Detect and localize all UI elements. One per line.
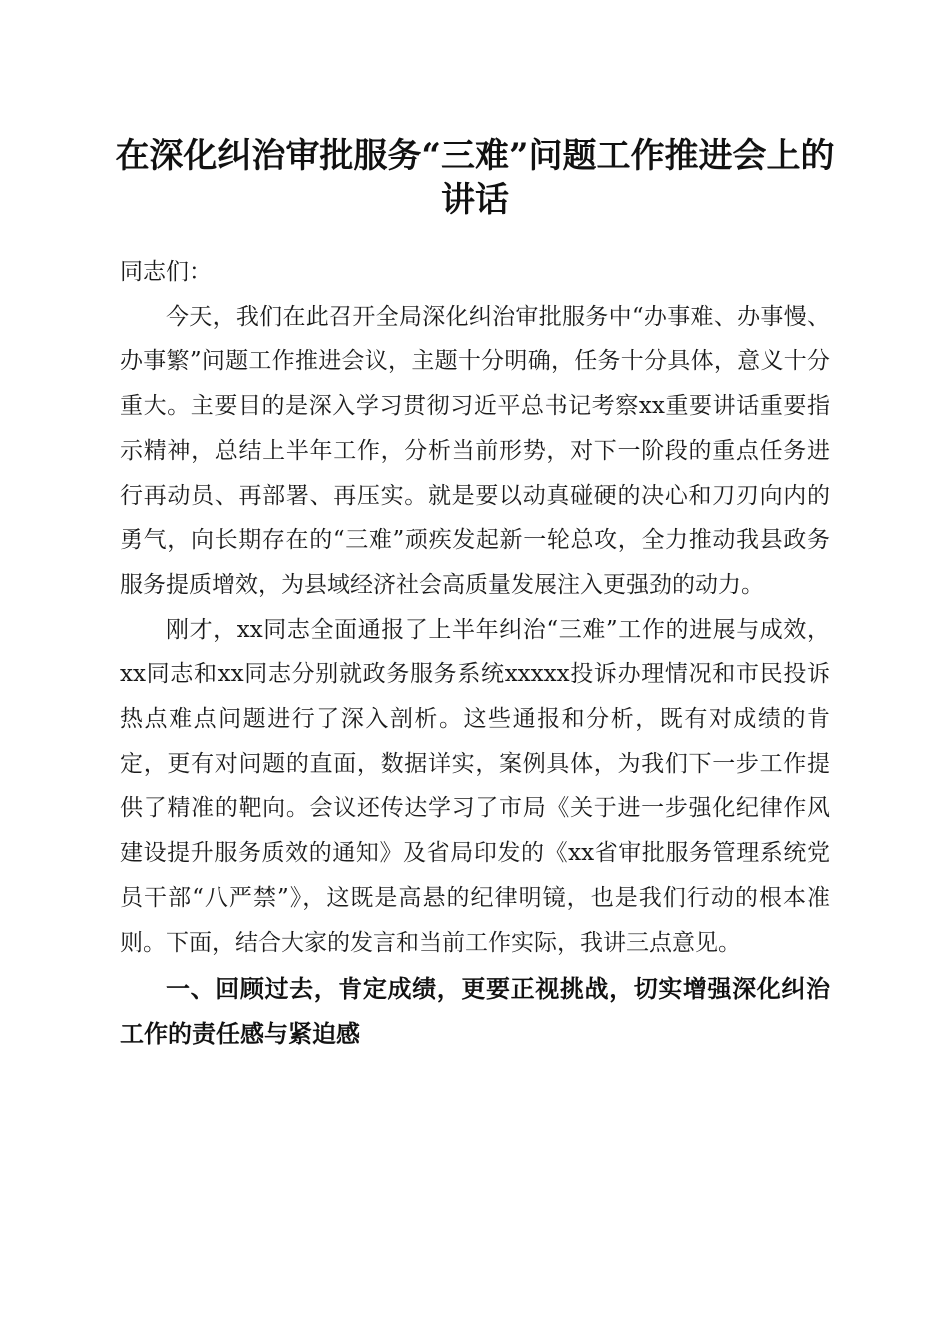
paragraph-1: 今天，我们在此召开全局深化纠治审批服务中“办事难、办事慢、办事繁”问题工作推进会议，主题十分明确，任务十分具体，意义十分重大。主要目的是深入学习贯彻习近平总书记考察xx重要讲话重要指示精神，总结上半年工作，分析当前形势，对下一阶段的重点任务进行再动员、再部署、再压实。就是要以动真碰硬的决心和刀刃向内的勇气，向长期存在的“三难”顽疾发起新一轮总攻，全力推动我县政务服务提质增效，为县域经济社会高质量发展注入更强劲的动力。 [120, 303, 830, 598]
section-heading-1: 一、回顾过去，肯定成绩，更要正视挑战，切实增强深化纠治工作的责任感与紧迫感 [120, 975, 830, 1048]
salutation: 同志们： [120, 259, 212, 285]
document-body [120, 250, 830, 1057]
document-title: 在深化纠治审批服务“三难”问题工作推进会上的讲话 [115, 136, 835, 220]
paragraph-2: 刚才，xx同志全面通报了上半年纠治“三难”工作的进展与成效，xx同志和xx同志分别就政务服务系统xxxxx投诉办理情况和市民投诉热点难点问题进行了深入剖析。这些通报和分析，既有对成绩的肯定，更有对问题的直面，数据详实，案例具体，为我们下一步工作提供了精准的靶向。会议还传达学习了市局《关于进一步强化纪律作风建设提升服务质效的通知》及省局印发的《xx省审批服务管理系统党员干部“八严禁”》，这既是高悬的纪律明镜，也是我们行动的根本准则。下面，结合大家的发言和当前工作实际，我讲三点意见。 [120, 616, 830, 956]
